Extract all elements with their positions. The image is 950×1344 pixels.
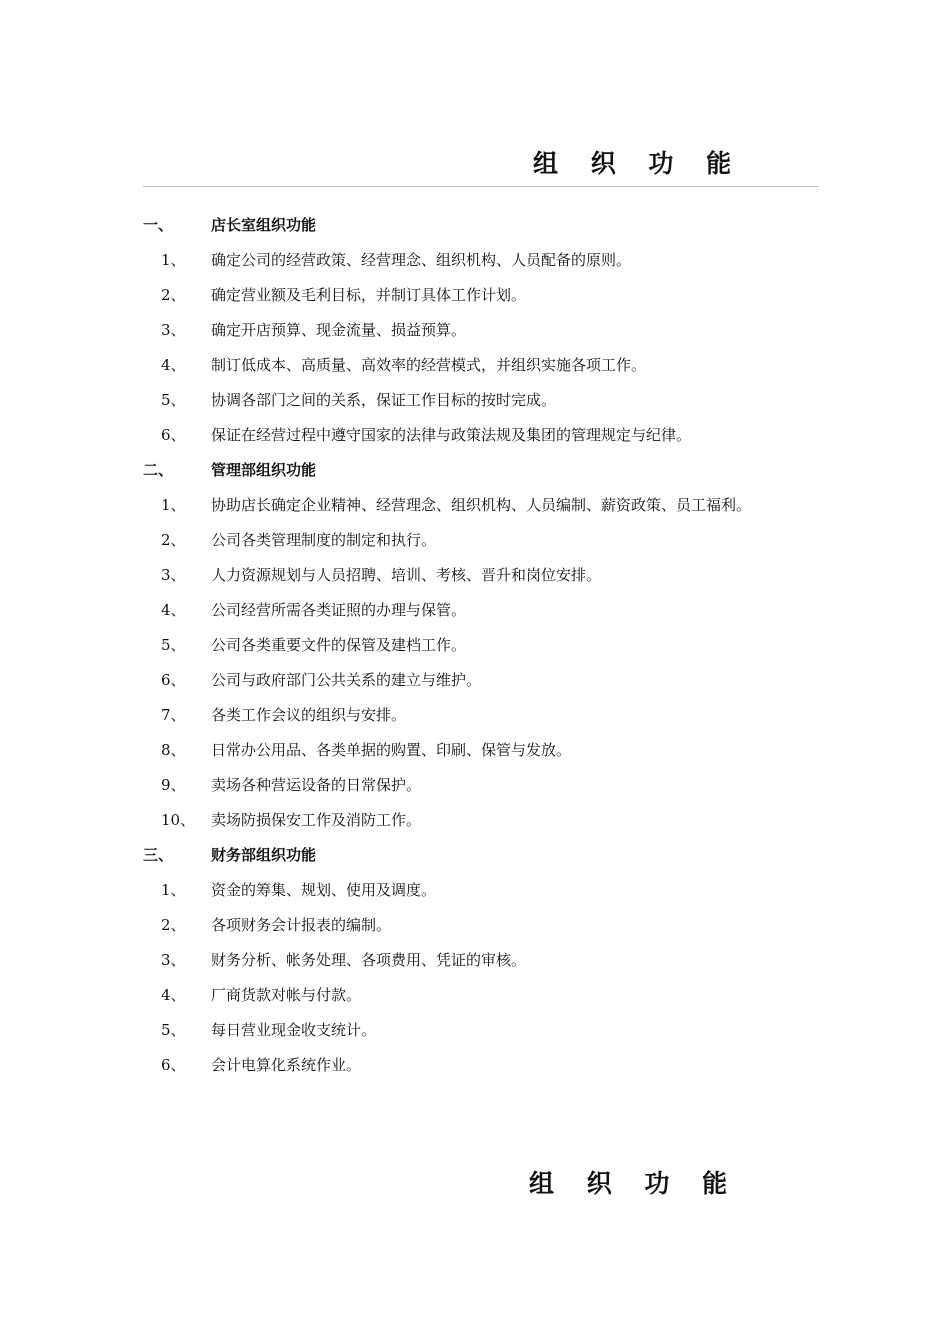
list-item	[143, 278, 823, 313]
list-item	[143, 348, 823, 383]
item-number: 8、	[161, 741, 186, 759]
list-item	[143, 978, 823, 1013]
item-number: 5、	[161, 391, 186, 409]
item-text: 制订低成本、高质量、高效率的经营模式，并组织实施各项工作。	[211, 356, 647, 374]
list-item	[143, 243, 823, 278]
item-text: 协调各部门之间的关系，保证工作目标的按时完成。	[211, 391, 557, 409]
list-item	[143, 768, 823, 803]
list-item	[143, 418, 823, 453]
item-text: 厂商货款对帐与付款。	[211, 986, 362, 1004]
item-text: 确定开店预算、现金流量、损益预算。	[211, 321, 467, 339]
list-item	[143, 663, 823, 698]
section-heading	[143, 453, 823, 488]
section-number: 三、	[143, 846, 174, 864]
item-number: 4、	[161, 356, 186, 374]
item-number: 6、	[161, 426, 186, 444]
list-item	[143, 593, 823, 628]
item-number: 2、	[161, 286, 186, 304]
section-heading	[143, 838, 823, 873]
item-number: 7、	[161, 706, 186, 724]
item-text: 财务分析、帐务处理、各项费用、凭证的审核。	[211, 951, 527, 969]
item-text: 公司与政府部门公共关系的建立与维护。	[211, 671, 482, 689]
list-item	[143, 943, 823, 978]
item-number: 6、	[161, 1056, 186, 1074]
item-text: 卖场防损保安工作及消防工作。	[211, 811, 422, 829]
list-item	[143, 698, 823, 733]
item-text: 卖场各种营运设备的日常保护。	[211, 776, 422, 794]
document-body	[143, 208, 823, 1083]
section-number: 一、	[143, 216, 174, 234]
item-text: 日常办公用品、各类单据的购置、印刷、保管与发放。	[211, 741, 572, 759]
section-title: 店长室组织功能	[211, 216, 317, 234]
item-text: 保证在经营过程中遵守国家的法律与政策法规及集团的管理规定与纪律。	[211, 426, 692, 444]
item-number: 1、	[161, 881, 186, 899]
item-number: 1、	[161, 251, 186, 269]
item-number: 6、	[161, 671, 186, 689]
item-text: 各类工作会议的组织与安排。	[211, 706, 407, 724]
item-text: 资金的筹集、规划、使用及调度。	[211, 881, 437, 899]
item-text: 每日营业现金收支统计。	[211, 1021, 377, 1039]
page-title: 组 织 功 能	[533, 149, 744, 178]
item-number: 1、	[161, 496, 186, 514]
section-title: 管理部组织功能	[211, 461, 317, 479]
item-number: 4、	[161, 986, 186, 1004]
list-item	[143, 1013, 823, 1048]
item-number: 3、	[161, 951, 186, 969]
item-text: 确定营业额及毛利目标，并制订具体工作计划。	[211, 286, 527, 304]
item-text: 会计电算化系统作业。	[211, 1056, 362, 1074]
section-heading	[143, 208, 823, 243]
item-number: 9、	[161, 776, 186, 794]
list-item	[143, 488, 823, 523]
list-item	[143, 313, 823, 348]
list-item	[143, 383, 823, 418]
section-title: 财务部组织功能	[211, 846, 317, 864]
list-item	[143, 908, 823, 943]
section-number: 二、	[143, 461, 174, 479]
list-item	[143, 628, 823, 663]
item-number: 10、	[161, 811, 196, 829]
item-number: 3、	[161, 566, 186, 584]
item-text: 公司各类重要文件的保管及建档工作。	[211, 636, 467, 654]
item-number: 5、	[161, 1021, 186, 1039]
item-text: 协助店长确定企业精神、经营理念、组织机构、人员编制、薪资政策、员工福利。	[211, 496, 752, 514]
item-text: 各项财务会计报表的编制。	[211, 916, 392, 934]
item-text: 公司经营所需各类证照的办理与保管。	[211, 601, 467, 619]
item-number: 2、	[161, 916, 186, 934]
item-text: 公司各类管理制度的制定和执行。	[211, 531, 437, 549]
list-item	[143, 558, 823, 593]
list-item	[143, 1048, 823, 1083]
page-title-repeat: 组 织 功 能	[529, 1169, 740, 1198]
item-text: 人力资源规划与人员招聘、培训、考核、晋升和岗位安排。	[211, 566, 602, 584]
item-number: 2、	[161, 531, 186, 549]
item-number: 4、	[161, 601, 186, 619]
item-number: 3、	[161, 321, 186, 339]
item-text: 确定公司的经营政策、经营理念、组织机构、人员配备的原则。	[211, 251, 632, 269]
title-divider	[143, 186, 819, 187]
list-item	[143, 803, 823, 838]
list-item	[143, 733, 823, 768]
item-number: 5、	[161, 636, 186, 654]
list-item	[143, 873, 823, 908]
list-item	[143, 523, 823, 558]
